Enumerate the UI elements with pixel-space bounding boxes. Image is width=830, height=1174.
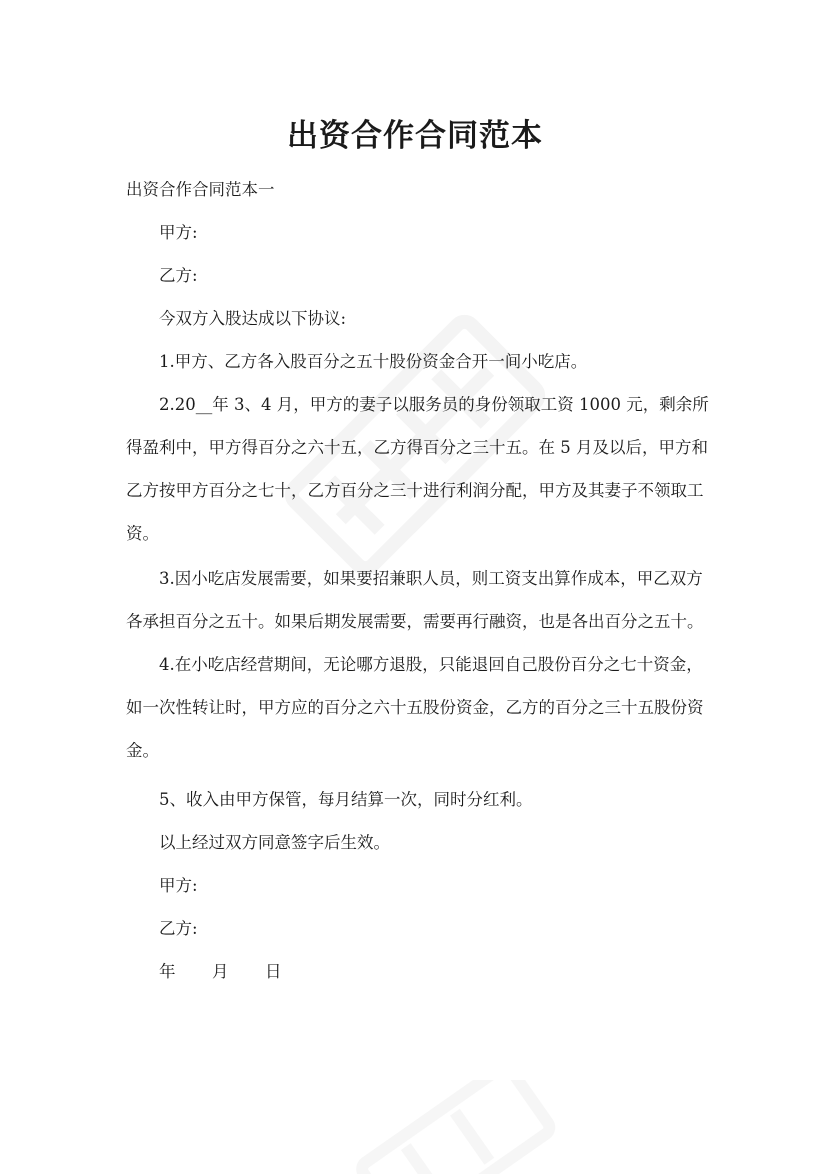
document-title: 出资合作合同范本 [287, 118, 543, 154]
document-subtitle: 出资合作合同范本一 [126, 180, 275, 199]
clause-5: 5、收入由甲方保管，每月结算一次，同时分红利。 [159, 790, 533, 809]
sign-party-b: 乙方: [159, 919, 198, 938]
clause-4: 4.在小吃店经营期间，无论哪方退股，只能退回自己股份百分之七十资金，如一次性转让时，甲方应的百分之六十五股份资金，乙方的百分之三十五股份资金。 [126, 655, 704, 760]
agreement-intro: 今双方入股达成以下协议: [159, 309, 347, 328]
clause-3: 3.因小吃店发展需要，如果要招兼职人员，则工资支出算作成本，甲乙双方各承担百分之五十。如果后期发展需要，需要再行融资，也是各出百分之五十。 [126, 569, 704, 631]
effective-statement: 以上经过双方同意签字后生效。 [159, 833, 390, 852]
date-month: 月 [212, 962, 229, 981]
party-a-label: 甲方: [159, 223, 198, 242]
watermark-stamp-bottom-icon [330, 1080, 570, 1174]
sign-party-a: 甲方: [159, 876, 198, 895]
date-day: 日 [265, 962, 282, 981]
clause-1: 1.甲方、乙方各入股百分之五十股份资金合开一间小吃店。 [159, 352, 588, 371]
date-year: 年 [159, 962, 176, 981]
party-b-label: 乙方: [159, 266, 198, 285]
signature-date [159, 950, 318, 993]
clause-2: 2.20__年 3、4 月，甲方的妻子以服务员的身份领取工资 1000 元，剩余所得盈利中，甲方得百分之六十五，乙方得百分之三十五。在 5 月及以后，甲方和乙方按甲方百分之七十，乙方百分之三十进行利润分配，甲方及其妻子不领取工资。 [126, 395, 709, 543]
